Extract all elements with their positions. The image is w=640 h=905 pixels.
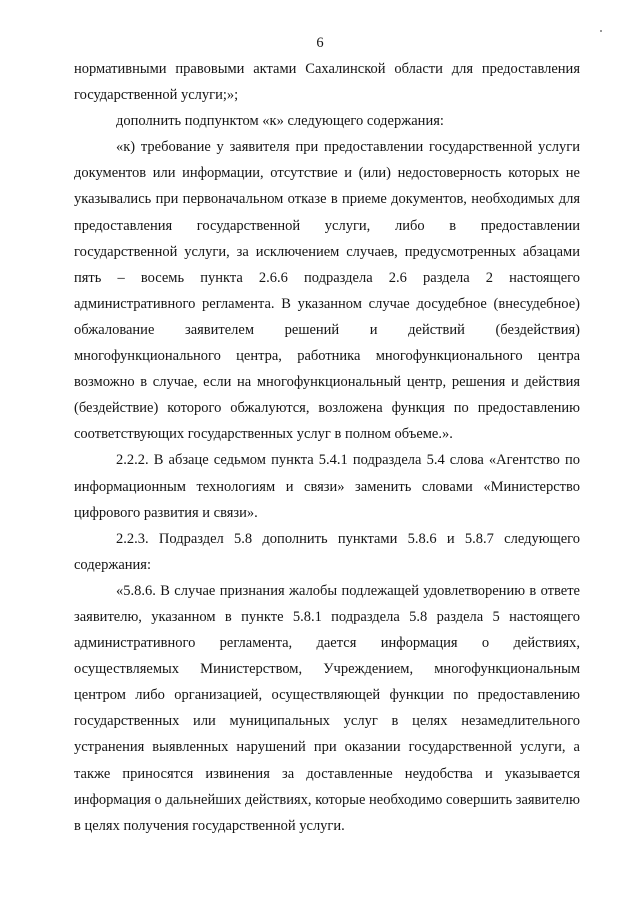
paragraph: 2.2.3. Подраздел 5.8 дополнить пунктами 5.8.6 и 5.8.7 следующего содержания: (74, 530, 580, 573)
scan-speck (600, 30, 602, 32)
paragraph: дополнить подпунктом «к» следующего содержания: (116, 113, 444, 130)
paragraph: «к) требование у заявителя при предоставлении государственной услуги документов или информации, отсутствие и (или) недостоверность которых не указывались при первоначальном отказе в приеме документов, необходимых для предоставления государственной услуги, либо в предоставлении государственной услуги, за исключением случаев, предусмотренных абзацами пять – восемь пункта 2.6.6 подраздела 2.6 раздела 2 настоящего административного регламента. В указанном случае досудебное (внесудебное) обжалование заявителем решений и действий (бездействия) многофункционального центра, работника многофункционального центра возможно в случае, если на многофункциональный центр, решения и действия (бездействие) которого обжалуются, возложена функция по предоставлению соответствующих государственных услуг в полном объеме.». (74, 139, 580, 443)
paragraph: «5.8.6. В случае признания жалобы подлежащей удовлетворению в ответе заявителю, указанном в пункте 5.8.1 подраздела 5.8 раздела 5 настоящего административного регламента, дается информация о действиях, осуществляемых Министерством, Учреждением, многофункциональным центром либо организацией, осуществляющей функции по предоставлению государственных или муниципальных услуг в целях незамедлительного устранения выявленных нарушений при оказании государственной услуги, а также приносятся извинения за доставленные неудобства и указывается информация о дальнейших действиях, которые необходимо совершить заявителю в целях получения государственной услуги. (74, 582, 580, 834)
page-number: 6 (316, 35, 324, 51)
paragraph: 2.2.2. В абзаце седьмом пункта 5.4.1 подраздела 5.4 слова «Агентство по информационным технологиям и связи» заменить словами «Министерство цифрового развития и связи». (74, 452, 580, 521)
document-body (74, 56, 580, 839)
paragraph: нормативными правовыми актами Сахалинской области для предоставления государственной услуги;»; (74, 61, 580, 104)
